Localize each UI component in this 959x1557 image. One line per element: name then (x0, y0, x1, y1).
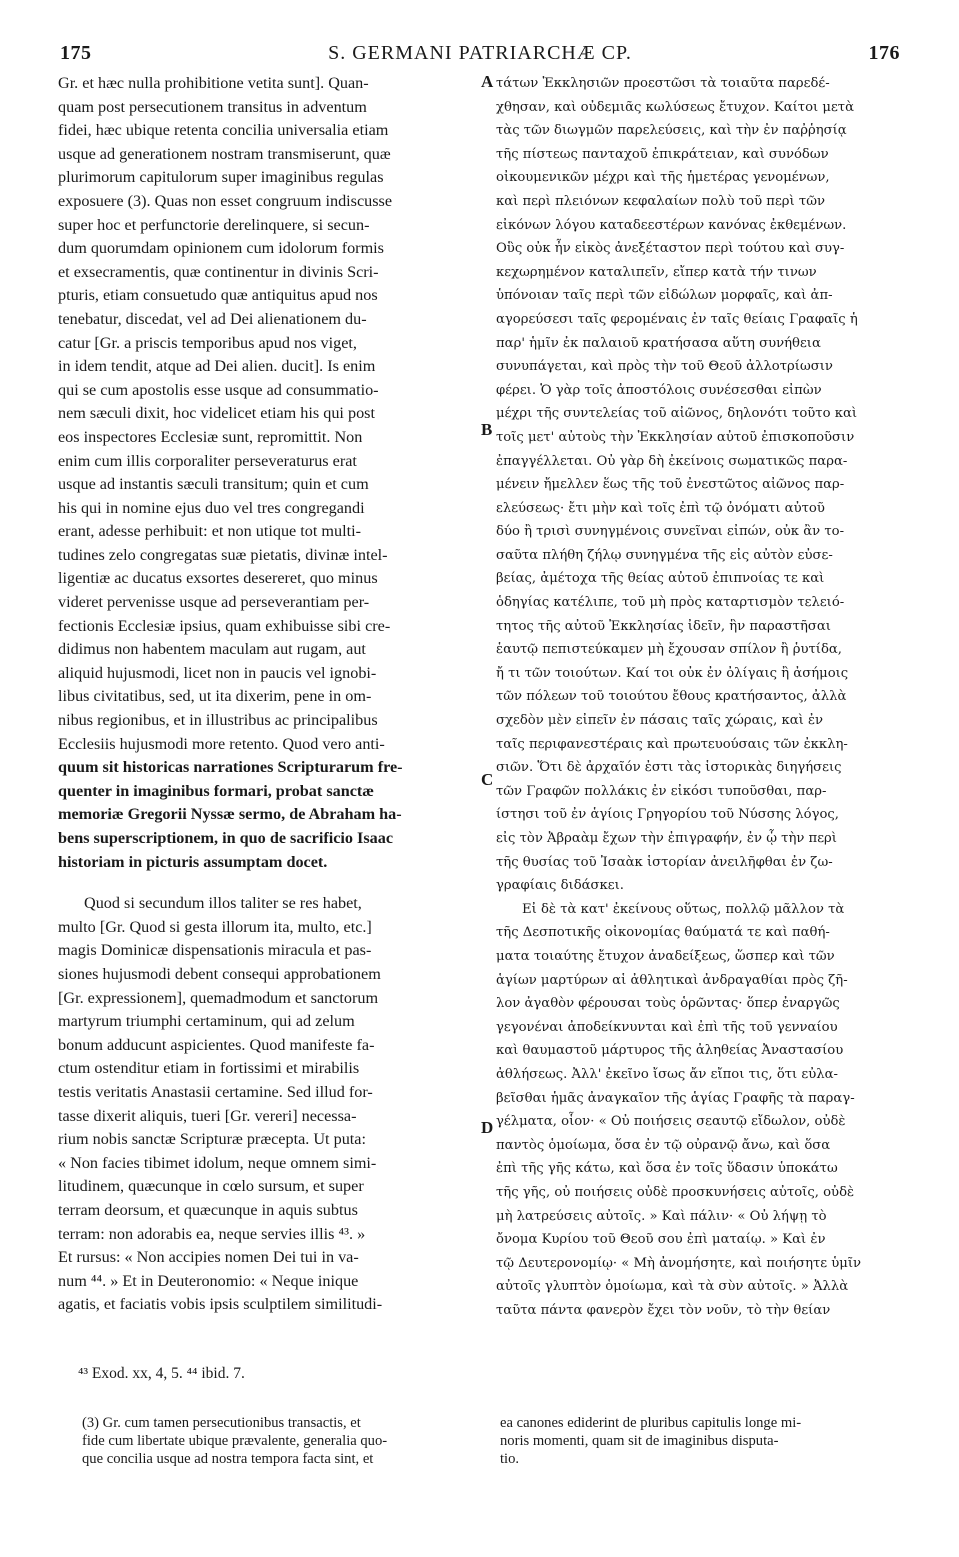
greek-text-line: καὶ περὶ πλειόνων κεφαλαίων πολὺ τοῦ περὶ τῶν (496, 193, 825, 209)
latin-text-line: eos inspectores Ecclesiæ sunt, repromittit. Non (58, 427, 363, 446)
page-header (60, 42, 900, 70)
greek-text-line: ὁδηγίας κατέλιπε, τοῦ μὴ πρὸς καταρτισμὸν τελειό- (496, 595, 845, 611)
latin-text-line: martyrum triumphi certaminum, qui ad zelum (58, 1012, 355, 1031)
greek-text-line: ἀθλήσεως. Ἀλλ' ἐκεῖνο ἴσως ἄν εἴποι τις, ὅτι εὐλα- (496, 1066, 838, 1082)
greek-text-line: ὑπόνοιαν ταῖς περὶ τῶν εἰδώλων μορφαῖς, καὶ ἀπ- (496, 288, 833, 304)
greek-text-line: γραφίαις διδάσκει. (496, 878, 624, 894)
latin-text-line: [Gr. expressionem], quemadmodum et sanctorum (58, 988, 379, 1007)
latin-text-line: super hoc et perfunctorie derelinquere, si secun- (58, 215, 370, 234)
greek-text-line: ταῦτα πάντα φανερὸν ἔχει τὸν νοῦν, τὸ τὴν θείαν (496, 1302, 831, 1318)
greek-text-line: Οὓς οὐκ ἦν εἰκὸς ἀνεξέταστον περὶ τούτου καὶ συγ- (496, 241, 845, 257)
latin-text-line: his qui in nomine ejus duo vel tres congregandi (58, 498, 365, 517)
footnote-line: (3) Gr. cum tamen persecutionibus transactis, et (82, 1415, 361, 1431)
latin-column (58, 72, 476, 1317)
greek-text-line: σιῶν. Ὅτι δὲ ἀρχαῖόν ἐστι τὰς ἱστορικὰς διηγήσεις (496, 760, 842, 776)
latin-text-line: litudinem, quæcunque in cœlo sursum, et super (58, 1177, 364, 1196)
latin-text-line: et exsecramentis, quæ continentur in divinis Scri- (58, 262, 379, 281)
greek-text-line: εἰς τὸν Ἀβραὰμ ἔχων τὴν ἐπιγραφήν, ἐν ᾧ τὴν περὶ (496, 831, 837, 846)
latin-text-line: siones hujusmodi debent consequi approbationem (58, 964, 381, 983)
latin-text-line: « Non facies tibimet idolum, neque omnem simi- (58, 1153, 377, 1172)
latin-text-line: quam post persecutionem transitus in adventum (58, 97, 367, 116)
greek-text-line: ἐπὶ τῆς γῆς κάτω, καὶ ὅσα ἐν τοῖς ὕδασιν ὑποκάτω (496, 1161, 838, 1177)
greek-text-line: μὴ λατρεύσεις αὐτοῖς. » Καὶ πάλιν· « Οὐ λήψῃ τὸ (496, 1208, 827, 1224)
latin-text-line: quum sit historicas narrationes Scripturarum fre- (58, 758, 403, 777)
margin-letter-b: B (481, 420, 493, 439)
greek-text-line: τῶν Γραφῶν πολλάκις ἐν εἰκόσι τυποῦσθαι, παρ- (496, 783, 827, 799)
latin-text-line: terram deorsum, et quæcunque in aquis subtus (58, 1200, 358, 1219)
latin-text-line: rium nobis sanctæ Scripturæ præcepta. Ut puta: (58, 1130, 366, 1149)
latin-text-line: plurimorum capitulorum super imaginibus regulas (58, 168, 384, 187)
greek-text-line: τῷ Δευτερονομίῳ· « Μὴ ἀνομήσητε, καὶ ποιήσητε ὑμῖν (496, 1255, 862, 1271)
latin-text-line: tudines zelo congregatas suæ pietatis, divinæ intel- (58, 545, 388, 564)
latin-text-line: usque ad instantis sæculi transitum; quin et cum (58, 475, 369, 494)
latin-text-line: in idem tendit, atque ad Dei alien. ducit]. Is enim (58, 357, 376, 376)
margin-letter-a: A (481, 72, 494, 91)
latin-text-line: tasse dixerit aliquis, tueri [Gr. vereri] necessa- (58, 1106, 357, 1125)
latin-text-line: multo [Gr. Quod si gesta illorum ita, multo, etc.] (58, 917, 372, 936)
greek-text-line: αὐτοῖς γλυπτὸν ὁμοίωμα, καὶ τὰ σὺν αὐτοῖς. » Ἀλλὰ (496, 1279, 849, 1295)
latin-text-line: libus civitatibus, sed, ut ita dixerim, pene in om- (58, 687, 372, 706)
greek-text-line: γέλματα, οἷον· « Οὐ ποιήσεις σεαυτῷ εἴδωλον, οὐδὲ (496, 1114, 846, 1130)
greek-text-line: τῆς πίστεως πανταχοῦ ἐπικράτειαν, καὶ συνόδων (496, 146, 829, 162)
latin-text-line: magis Dominicæ dispensationis miracula et pas- (58, 941, 372, 960)
greek-text-line: ἑαυτῷ πεπιστεύκαμεν μὴ ἔχουσαν σπίλον ἢ ῥυτίδα, (496, 642, 842, 658)
greek-text-line: τοῖς μετ' αὐτοὺς τὴν Ἐκκλησίαν αὐτοῦ ἐπισκοποῦσιν (496, 429, 855, 445)
greek-text-line: σαῦτα πλήθη ζήλῳ συνηγμένα τῆς εἰς αὐτὸν εὐσε- (496, 547, 833, 563)
greek-text-line: τῆς γῆς, οὐ ποιήσεις οὐδὲ προσκυνήσεις αὐτοῖς, οὐδὲ (496, 1184, 855, 1200)
latin-text-line: tenebatur, discedat, vel ad Dei alienationem du- (58, 309, 367, 328)
footnote-left (82, 1414, 482, 1468)
greek-column (496, 72, 914, 1322)
latin-text-line: ligentiæ ac ducatus exsortes desereret, quo minus (58, 569, 378, 588)
latin-text-line: exposuere (3). Quas non esset congruum indiscusse (58, 191, 393, 210)
greek-text-line: ἐπαγγέλλεται. Οὐ γὰρ δὴ ἐκείνοις σωματικῶς παρα- (496, 453, 848, 469)
footnote-line: que concilia usque ad nostra tempora facta sint, et (82, 1451, 374, 1467)
greek-text-line: σχεδὸν μὲν εἰπεῖν ἐν πάσαις ταῖς χώραις, καὶ ἐν (496, 713, 824, 729)
greek-text-line: ἤ τι τῶν τοιούτων. Καί τοι οὐκ ἐν ὀλίγαις ἢ ἀσήμοις (496, 665, 849, 681)
latin-text-line: Quod si secundum illos taliter se res habet, (84, 894, 362, 913)
footnote-right (500, 1414, 910, 1468)
latin-text-line: quenter in imaginibus formari, probat sanctæ (58, 781, 374, 800)
greek-text-line: παρ' ἡμῖν ἐκ παλαιοῦ κρατήσασα αὕτη συνήθεια (496, 335, 821, 351)
latin-text-line: erant, adesse perhibuit: et non utique tot multi- (58, 522, 361, 541)
page-number-left: 175 (60, 42, 92, 64)
footnote-line: tio. (500, 1451, 520, 1467)
latin-text-line: bonum adducunt aspicientes. Quod manifeste fa- (58, 1035, 375, 1054)
latin-text-line: Gr. et hæc nulla prohibitione vetita sunt]. Quan- (58, 74, 369, 92)
latin-text-line: enim cum illis corporaliter perseveraturus erat (58, 451, 357, 470)
greek-text-line: εἰκόνων λόγου καταδεεστέρων κανόνας ἐκθεμένων. (496, 217, 847, 233)
latin-text-line: nibus regionibus, et in illustribus ac principalibus (58, 711, 378, 730)
greek-text-line: κεχωρημένον καταλιπεῖν, εἴπερ κατὰ τήν τινων (496, 264, 817, 280)
latin-text-line: didimus non habentem maculam aut rugam, aut (58, 640, 366, 659)
greek-text-line: ελεύσεως· ἔτι μὴν καὶ τοῖς ἐπὶ τῷ ὀνόματι αὐτοῦ (496, 500, 825, 516)
greek-text-line: ταῖς περιφανεστέραις καὶ πρωτευούσαις τῶν ἐκκλη- (496, 736, 848, 752)
paragraph-gap (58, 874, 476, 892)
footnote-line: fide cum libertate ubique prævalente, generalia quo- (82, 1433, 388, 1449)
footnote-line: ea canones ediderint de pluribus capitulis longe mi- (500, 1415, 802, 1431)
greek-text-line: λον ἀγαθὸν φέρουσαι τοὺς ὁρῶντας· ὅπερ ἐναργῶς (496, 996, 840, 1012)
greek-text-line: βεῖσθαι ἡμᾶς ἀναγκαῖον τῆς ἁγίας Γραφῆς τὰ παραγ- (496, 1090, 855, 1106)
greek-text-line: τητος τῆς αὐτοῦ Ἐκκλησίας ἰδεῖν, ἣν παραστῆσαι (496, 618, 831, 634)
latin-text-line: bens superscriptionem, in quo de sacrificio Isaac (58, 829, 393, 847)
greek-text-line: ὄνομα Κυρίου τοῦ Θεοῦ σου ἐπὶ ματαίῳ. » Καὶ ἐν (496, 1232, 826, 1248)
greek-text-line: μένειν ἤμελλεν ἕως τῆς τοῦ ἐνεστῶτος αἰῶνος παρ- (496, 477, 845, 493)
latin-text-line: usque ad generationem nostram transmiserunt, quæ (58, 144, 391, 163)
latin-text-line: fidei, hæc ubique retenta concilia universalia etiam (58, 121, 389, 140)
greek-text-line: ἁγίων μαρτύρων αἱ ἀθλητικαὶ ἀνδραγαθίαι πρὸς ζῆ- (496, 972, 848, 988)
greek-text-line: ματα τοιαύτης ἔτυχον ἀναδείξεως, ὥσπερ καὶ τῶν (496, 948, 835, 964)
greek-text-line: χθησαν, καὶ οὐδεμιᾶς κωλύσεως ἔτυχον. Καίτοι μετὰ (496, 99, 854, 115)
latin-text-line: ctum ostenditur etiam in fortissimi et mirabilis (58, 1059, 360, 1078)
greek-text-line: φέρει. Ὁ γὰρ τοῖς ἀποστόλοις συνέσεσθαι εἰπὼν (496, 382, 822, 398)
latin-text-line: Et rursus: « Non accipies nomen Dei tui in va- (58, 1248, 359, 1267)
scripture-references: ⁴³ Exod. xx, 4, 5. ⁴⁴ ibid. 7. (78, 1365, 245, 1382)
greek-text-line: μέχρι τῆς συντελείας τοῦ αἰῶνος, δηλονότι τοῦτο καὶ (496, 406, 858, 422)
greek-text-line: αγορεύσεσι ταῖς φερομέναις ἐν ταῖς θείαις Γραφαῖς ἡ (496, 311, 858, 327)
latin-text-line: testis veritatis Anastasii certamine. Sed illud for- (58, 1082, 373, 1101)
greek-text-line: βείας, ἀμέτοχα τῆς θείας αὐτοῦ ἐπιπνοίας τε καὶ (496, 571, 825, 587)
running-title: S. GERMANI PATRIARCHÆ CP. (328, 42, 632, 64)
latin-text-line: videret pervenisse usque ad perseverantiam per- (58, 593, 370, 612)
margin-letter-c: C (481, 770, 494, 789)
latin-text-line: memoriæ Gregorii Nyssæ sermo, de Abraham ha- (58, 805, 402, 824)
margin-letter-d: D (481, 1118, 494, 1137)
latin-text-line: catur [Gr. a priscis temporibus apud nos viget, (58, 333, 357, 352)
page-number-right: 176 (868, 42, 900, 64)
latin-text-line: historiam in picturis assumptam docet. (58, 852, 328, 871)
greek-text-line: τῆς θυσίας τοῦ Ἰσαὰκ ἱστορίαν ἀνειλῆφθαι ἐν ζω- (496, 854, 833, 870)
latin-text-line: Ecclesiis hujusmodi more retento. Quod vero anti- (58, 734, 385, 753)
greek-text-line: τάτων Ἐκκλησιῶν προεστῶσι τὰ τοιαῦτα παρεδέ- (496, 76, 830, 91)
latin-text-line: num ⁴⁴. » Et in Deuteronomio: « Neque inique (58, 1271, 359, 1290)
greek-text-line: συνυπάγεται, καὶ πρὸς τὴν τοῦ Θεοῦ ἀλλοτρίωσιν (496, 359, 833, 375)
latin-text-line: qui se cum apostolis esse usque ad consummatio- (58, 380, 379, 399)
greek-text-line: παντὸς ὁμοίωμα, ὅσα ἐν τῷ οὐρανῷ ἄνω, καὶ ὅσα (496, 1137, 831, 1153)
greek-text-line: γεγονέναι ἀποδείκνυνται καὶ ἐπὶ τῆς τοῦ γενναίου (496, 1019, 838, 1035)
latin-text-line: nem sæculi dixit, hoc videlicet etiam his qui post (58, 404, 375, 423)
greek-text-line: Εἰ δὲ τὰ κατ' ἐκείνους οὕτως, πολλῷ μᾶλλον τὰ (522, 901, 845, 917)
greek-text-line: τῶν πόλεων τοῦ τοιούτου ἔθους κρατήσαντος, ἀλλὰ (496, 689, 847, 705)
greek-text-line: καὶ θαυμαστοῦ μάρτυρος τῆς ἀληθείας Ἀναστασίου (496, 1043, 844, 1059)
latin-text-line: pturis, etiam consuetudo quæ antiquitus apud nos (58, 286, 378, 305)
greek-text-line: τὰς τῶν διωγμῶν παρελεύσεις, καὶ τὴν ἐν παῤῥησίᾳ (496, 123, 847, 139)
footnote-line: noris momenti, quam sit de imaginibus disputa- (500, 1433, 779, 1449)
greek-text-line: ίστησι τοῦ ἐν ἁγίοις Γρηγορίου τοῦ Νύσσης λόγος, (496, 807, 839, 823)
latin-text-line: dum quorumdam opinionem cum idolorum formis (58, 239, 384, 258)
latin-text-line: terram: non adorabis ea, neque servies illis ⁴³. » (58, 1224, 366, 1243)
greek-text-line: δύο ἢ τρισὶ συνηγμένοις συνεῖναι εἰπών, οὐκ ἂν το- (496, 524, 845, 540)
latin-text-line: aliquid hujusmodi, licet non in paucis vel ignobi- (58, 663, 377, 682)
greek-text-line: οἰκουμενικῶν μέχρι καὶ τῆς ἡμετέρας γενομένων, (496, 170, 830, 186)
latin-text-line: agatis, et faciatis vobis ipsis sculptilem similitudi- (58, 1295, 383, 1314)
greek-text-line: τῆς Δεσποτικῆς οἰκονομίας θαύματά τε καὶ παθή- (496, 925, 830, 941)
latin-text-line: fectionis Ecclesiæ ipsius, quam exhibuisse sibi cre- (58, 616, 391, 635)
